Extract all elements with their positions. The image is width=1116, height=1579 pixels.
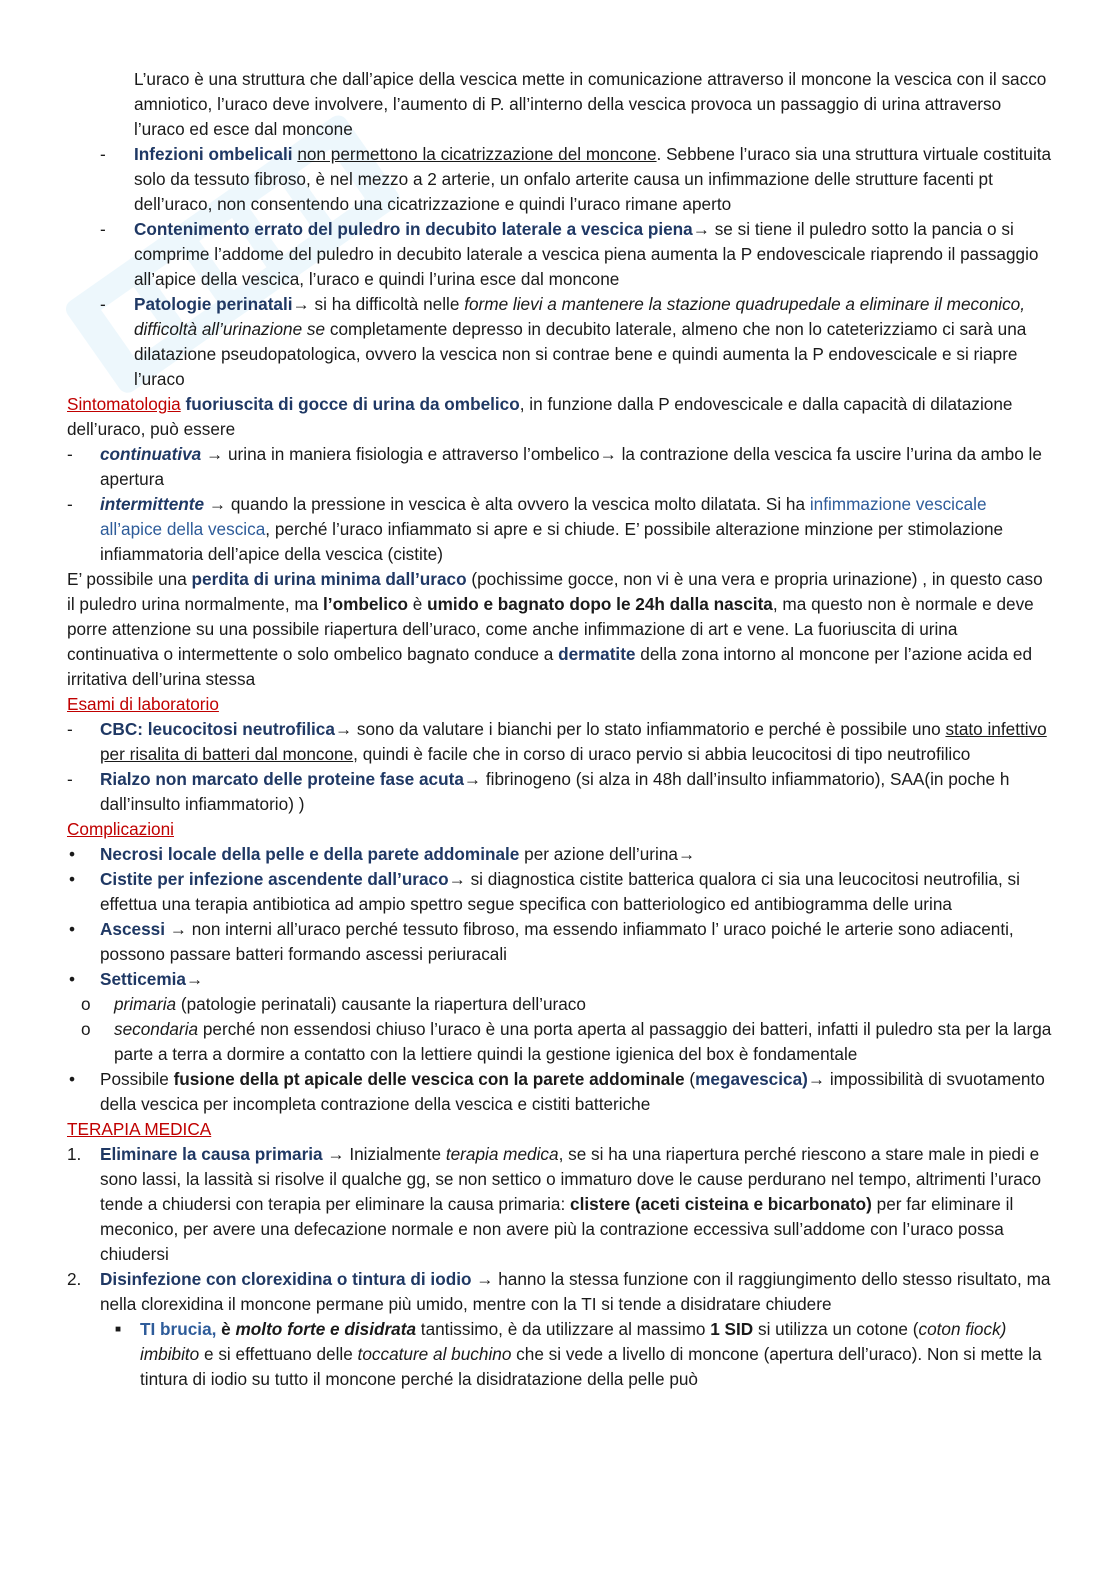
arrow-icon: → [807, 1069, 826, 1089]
complication-item-fusion: • Possibile fusione della pt apicale delle vescica con la parete addominale (megavescica)→ impossibilità di svuotamento della vescica per incompleta contrazione della vescica e cistiti batteriche [69, 1069, 1045, 1114]
complication-item-septicemia: • Setticemia→ [69, 969, 204, 989]
section-heading-lab: Esami di laboratorio [67, 694, 219, 714]
section-heading-complications: Complicazioni [67, 819, 174, 839]
arrow-icon: → [476, 1269, 494, 1289]
bullet-square-icon: ■ [115, 1324, 122, 1335]
symptom-item-intermittent: - intermittente → quando la pressione in vescica è alta ovvero la vescica molto dilatata. Si ha infimmazione vescicale all’apice della vescica, perché l’uraco infiammato si apre e si chiude. E’ possibile alterazione minzione per stimolazione infiammatoria dell’apice della vescica (cistite) [67, 494, 1004, 564]
therapy-item-1: 1. Eliminare la causa primaria → Inizialmente terapia medica, se si ha una riapertura perché riescono a stare male in piedi e sono lassi, la lassità si risolve il qualche gg, se non settico o immaturo dove le cause perdurano nel tempo, altrimenti l’uraco tende a chiudersi con terapia per eliminare la causa primaria: clistere (aceti cisteina e bicarbonato) per far eliminare il meconico, per avere una defecazione normale e non avere più la contrazione eccessiva sull’addome con l’uraco possa chiudersi [67, 1144, 1042, 1264]
complication-item-necrosis: • Necrosi locale della pelle e della parete addominale per azione dell’urina→ [69, 844, 696, 864]
lab-item-cbc: - CBC: leucocitosi neutrofilica→ sono da valutare i bianchi per lo stato infiammatorio e perché è possibile uno stato infettivo per risalita di batteri dal moncone, quindi è facile che in corso di uraco pervio si abbia leucocitosi di tipo neutrofilico [67, 719, 1047, 764]
complication-item-abscess: • Ascessi → non interni all’uraco perché tessuto fibroso, ma essendo infiammato l’ uraco poiché le arterie sono adiacenti, possono passare batteri formando ascessi periuracali [69, 919, 1014, 964]
arrow-icon: → [327, 1144, 345, 1164]
arrow-icon: → [448, 869, 466, 889]
complication-item-cystitis: • Cistite per infezione ascendente dall’uraco→ si diagnostica cistite batterica qualora ci sia una leucocitosi neutrofilia, si effettua una terapia antibiotica ad ampio spettro segue specifica con batteriologico ed antibiogramma delle urina [69, 869, 1020, 914]
symptom-item-continuous: - continuativa → urina in maniera fisiologia e attraverso l’ombelico→ la contrazione della vescica fa uscire l’urina da ambo le apertura [67, 444, 1042, 489]
arrow-icon: → [692, 219, 710, 239]
urine-loss-paragraph: E’ possibile una perdita di urina minima dall’uraco (pochissime gocce, non vi è una vera e propria urinazione) , in questo caso il puledro urina normalmente, ma l’ombelico è umido e bagnato dopo le 24h dalla nascita, ma questo non è normale e deve porre attenzione su una possibile riapertura dell’uraco, come anche infimmazione di art e vene. La fuoriuscita di urina continuativa o intermettente o solo ombelico bagnato conduce a dermatite della zona intorno al moncone per l’azione acida ed irritativa dell’urina stessa [67, 569, 1043, 689]
therapy-item-2: 2. Disinfezione con clorexidina o tintura di iodio → hanno la stessa funzione con il raggiungimento dello stesso risultato, ma nella clorexidina il moncone permane più umido, mentre con la TI si tende a disidratare chiudere [67, 1269, 1051, 1314]
section-heading-symptoms: Sintomatologia [67, 394, 181, 414]
arrow-icon: → [208, 494, 227, 514]
lab-item-acute-phase: - Rialzo non marcato delle proteine fase acuta→ fibrinogeno (si alza in 48h dall’insulto infiammatorio), SAA(in poche h dall’insulto infiammatorio) ) [67, 769, 1010, 814]
arrow-icon: → [334, 719, 353, 739]
symptoms-paragraph: Sintomatologia fuoriuscita di gocce di urina da ombelico, in funzione dalla P endovescicale e dalla capacità di dilatazione dell’uraco, può essere [67, 394, 1013, 439]
cause-item-perinatal: - Patologie perinatali→ si ha difficoltà nelle forme lievi a mantenere la stazione quadrupedale a eliminare il meconico, difficoltà all’urinazione se completamente depresso in decubito laterale, almeno che non lo cateterizziamo ci sarà una dilatazione pseudopatologica, ovvero la vescica non si contrae bene e quindi aumenta la P endovescicale e si riapre l’uraco [100, 294, 1027, 389]
arrow-icon: → [292, 294, 310, 314]
therapy-sub-tincture: ■ TI brucia, è molto forte e disidrata tantissimo, è da utilizzare al massimo 1 SID si utilizza un cotone (coton fiock) imbibito e si effettuano delle toccature al buchino che si vede a livello di moncone (apertura dell’uraco). Non si mette la tintura di iodio su tutto il moncone perché la disidratazione della pelle può [115, 1319, 1042, 1389]
section-heading-therapy: TERAPIA MEDICA [67, 1119, 212, 1139]
arrow-icon: → [185, 969, 204, 989]
intro-paragraph: L’uraco è una struttura che dall’apice della vescica mette in comunicazione attraverso il moncone la vescica con il sacco amniotico, l’uraco deve involvere, l’aumento di P. all’interno della vescica provoca un passaggio di urina attraverso l’uraco ed esce dal moncone [134, 69, 1047, 139]
arrow-icon: → [599, 444, 617, 464]
septicemia-sub-primary: o primaria (patologie perinatali) causante la riapertura dell’uraco [81, 994, 586, 1014]
cause-item-infections: - Infezioni ombelicali non permettono la cicatrizzazione del moncone. Sebbene l’uraco sia una struttura virtuale costituita solo da tessuto fibroso, è nel mezzo a 2 arterie, un onfalo arterite causa un infimmazione delle strutture facenti pt dell’uraco, non consentendo una cicatrizzazione e quindi l’uraco rimane aperto [100, 144, 1052, 214]
arrow-icon: → [206, 444, 224, 464]
cause-item-containment: - Contenimento errato del puledro in decubito laterale a vescica piena→ se si tiene il puledro sotto la pancia o si comprime l’addome del puledro in decubito laterale a vescica piena aumenta la P endovescicale riaprendo il passaggio all’apice della vescica, l’uraco e quindi l’urina esce dal moncone [100, 219, 1039, 289]
arrow-icon: → [463, 769, 482, 789]
septicemia-sub-secondary: o secondaria perché non essendosi chiuso l’uraco è una porta aperta al passaggio dei batteri, infatti il puledro sta per la larga parte a terra a dormire a contatto con la lettiere quindi la gestione igienica del box è fondamentale [81, 1019, 1052, 1064]
arrow-icon: → [677, 844, 696, 864]
document-page [67, 67, 1052, 1392]
arrow-icon: → [169, 919, 187, 939]
